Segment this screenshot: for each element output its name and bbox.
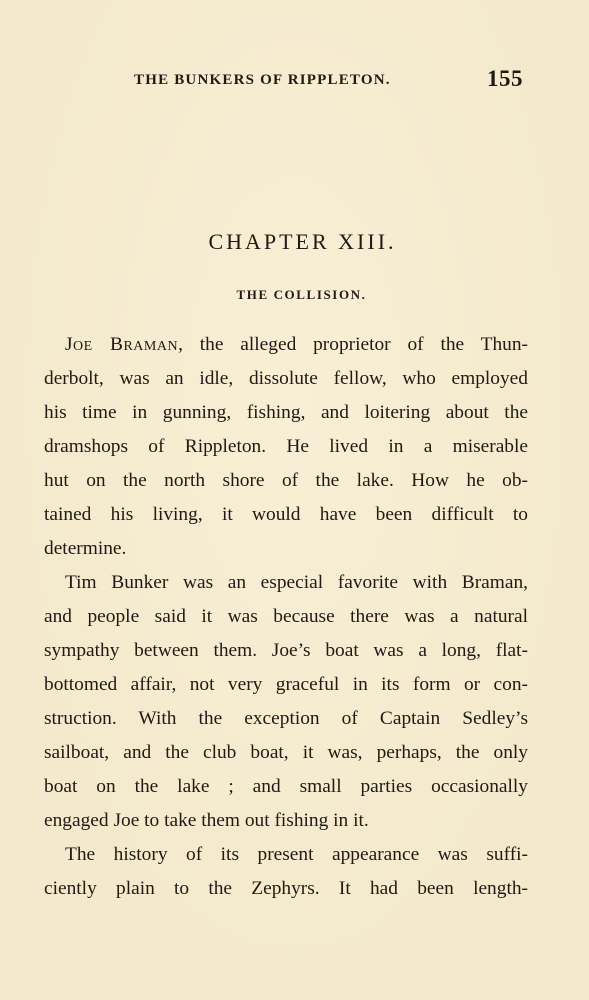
lead-name: Joe Braman	[65, 334, 179, 355]
body-text	[44, 328, 528, 906]
text-line: ciently plain to the Zephyrs. It had been length-	[44, 878, 528, 899]
text-line: boat on the lake ; and small parties occasionally	[44, 776, 528, 797]
text-line: sympathy between them. Joe’s boat was a long, flat-	[44, 640, 528, 661]
text-line: his time in gunning, fishing, and loitering about the	[44, 402, 528, 423]
text-line	[44, 328, 528, 362]
running-head: THE BUNKERS OF RIPPLETON.	[134, 72, 391, 88]
text-line: struction. With the exception of Captain Sedley’s	[44, 708, 528, 729]
text-line: bottomed affair, not very graceful in its form or con-	[44, 674, 528, 695]
text-line: Tim Bunker was an especial favorite with Braman,	[65, 572, 528, 593]
page-number: 155	[487, 66, 523, 91]
line-text: , the alleged proprietor of the Thun-	[178, 334, 528, 355]
text-line: engaged Joe to take them out fishing in it.	[44, 810, 369, 831]
text-line: determine.	[44, 538, 127, 559]
text-line: tained his living, it would have been difficult to	[44, 504, 528, 525]
chapter-title: CHAPTER XIII.	[208, 229, 397, 254]
text-line: derbolt, was an idle, dissolute fellow, who employed	[44, 368, 528, 389]
text-line: and people said it was because there was a natural	[44, 606, 528, 627]
text-line: dramshops of Rippleton. He lived in a miserable	[44, 436, 528, 457]
text-line: hut on the north shore of the lake. How he ob-	[44, 470, 528, 491]
text-line: The history of its present appearance was suffi-	[65, 844, 528, 865]
chapter-subtitle: THE COLLISION.	[236, 287, 367, 302]
text-line: sailboat, and the club boat, it was, perhaps, the only	[44, 742, 528, 763]
